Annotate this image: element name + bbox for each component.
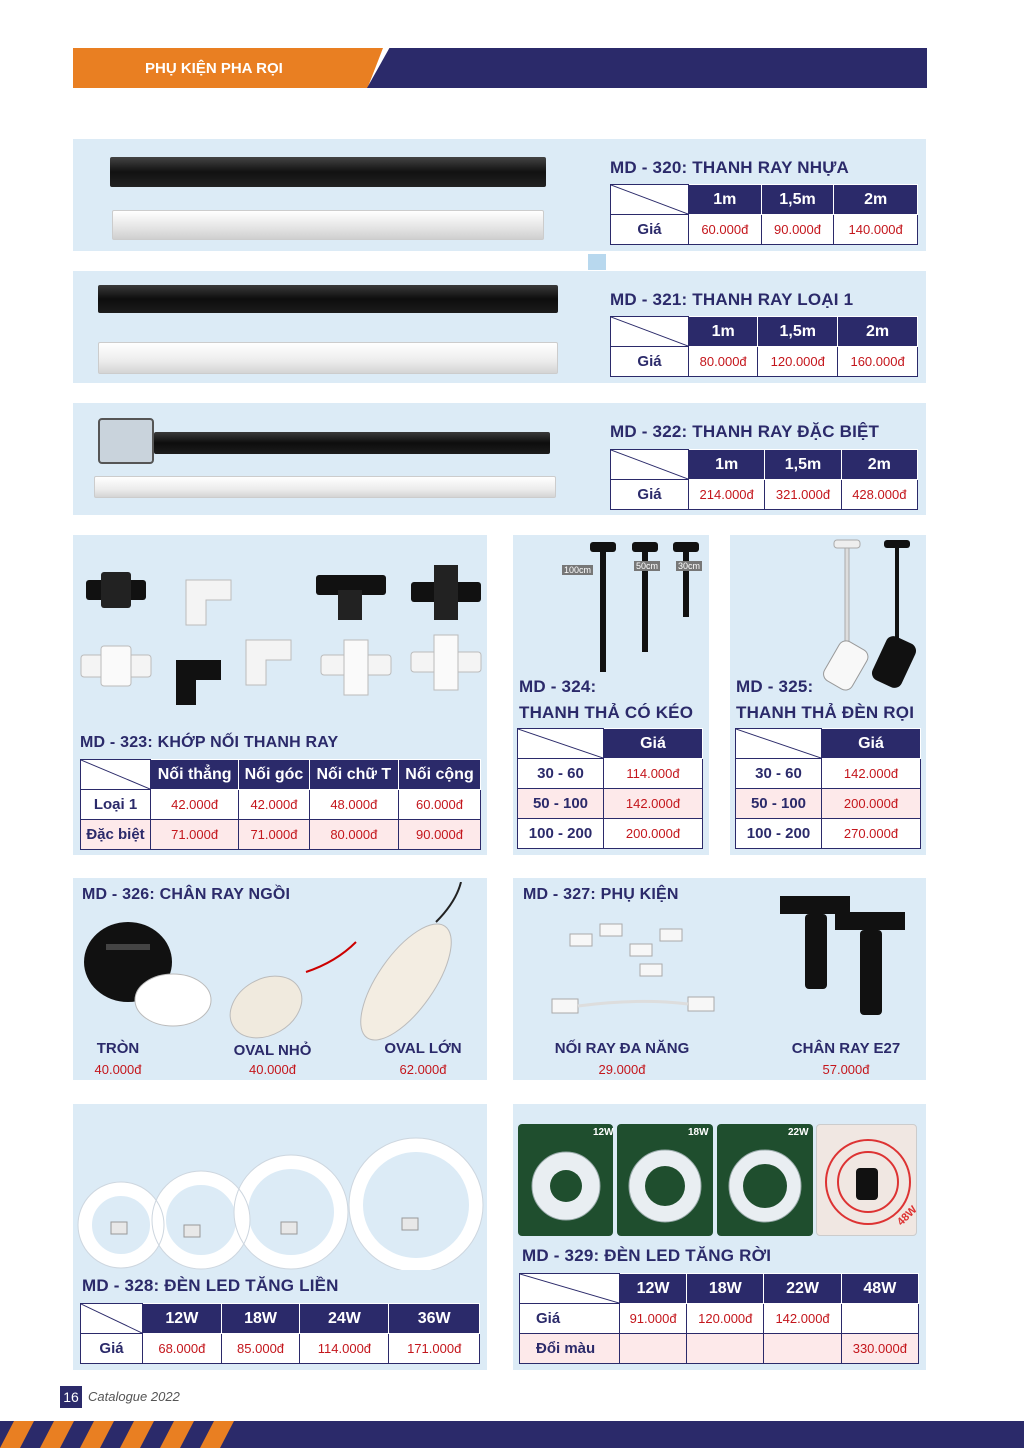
row-label: 100 - 200 bbox=[736, 819, 822, 849]
md-322-price-table bbox=[610, 449, 918, 510]
item-name: TRÒN bbox=[96, 1040, 140, 1057]
row-label: 30 - 60 bbox=[736, 759, 822, 789]
rod-length-label: 50cm bbox=[636, 561, 659, 571]
col-header: Nối thẳng bbox=[151, 760, 239, 790]
price-cell: 91.000đ bbox=[620, 1304, 687, 1334]
md-322-title: MD - 322: THANH RAY ĐẶC BIỆT bbox=[610, 422, 880, 441]
row-label: Giá bbox=[611, 347, 689, 377]
header-navy-bar bbox=[367, 48, 927, 88]
led-modules-image bbox=[518, 1124, 918, 1236]
price-cell: 428.000đ bbox=[841, 480, 917, 510]
black-track-rail-image bbox=[98, 285, 558, 313]
col-header: 12W bbox=[143, 1304, 222, 1334]
row-label: Giá bbox=[611, 480, 689, 510]
white-special-rail-image bbox=[94, 476, 556, 498]
black-corner-connector bbox=[176, 660, 221, 705]
price-cell: 142.000đ bbox=[822, 759, 921, 789]
col-header: 1m bbox=[689, 450, 765, 480]
price-cell: 330.000đ bbox=[841, 1334, 918, 1364]
price-cell: 160.000đ bbox=[838, 347, 918, 377]
rail-bases-image bbox=[76, 882, 484, 1042]
md-321-price-table bbox=[610, 316, 918, 377]
rod-length-label: 30cm bbox=[678, 561, 701, 571]
black-t-connector bbox=[316, 575, 386, 620]
row-label: Giá bbox=[81, 1334, 143, 1364]
price-cell: 85.000đ bbox=[221, 1334, 300, 1364]
md-320-title: MD - 320: THANH RAY NHỰA bbox=[610, 158, 849, 177]
row-label: 50 - 100 bbox=[518, 789, 604, 819]
md-329-title: MD - 329: ĐÈN LED TĂNG RỜI bbox=[522, 1246, 772, 1265]
col-header: 1m bbox=[689, 185, 762, 215]
black-plastic-rail-image bbox=[110, 157, 546, 187]
col-header: Nối cộng bbox=[399, 760, 481, 790]
white-corner-connector-2 bbox=[246, 640, 291, 685]
price-cell: 142.000đ bbox=[764, 1304, 841, 1334]
col-header: Nối góc bbox=[239, 760, 309, 790]
rail-connectors-image bbox=[76, 560, 484, 710]
price-cell: 321.000đ bbox=[765, 480, 841, 510]
md-328-price-table bbox=[80, 1303, 480, 1364]
item-name: OVAL NHỎ bbox=[233, 1042, 312, 1059]
md-324-title-line2: THANH THẢ CÓ KÉO bbox=[519, 703, 694, 722]
price-cell bbox=[841, 1304, 918, 1334]
item-price: 57.000đ bbox=[822, 1062, 870, 1077]
price-cell: 200.000đ bbox=[604, 819, 703, 849]
col-header: 18W bbox=[687, 1274, 764, 1304]
price-cell: 80.000đ bbox=[309, 820, 398, 850]
page-number: 16 bbox=[63, 1389, 79, 1405]
price-cell: 200.000đ bbox=[822, 789, 921, 819]
price-cell bbox=[764, 1334, 841, 1364]
price-cell: 120.000đ bbox=[687, 1304, 764, 1334]
md-321-title: MD - 321: THANH RAY LOẠI 1 bbox=[610, 290, 854, 309]
white-track-rail-image bbox=[98, 342, 558, 374]
price-cell: 71.000đ bbox=[239, 820, 309, 850]
price-cell: 60.000đ bbox=[689, 215, 762, 245]
md-324-price-table bbox=[517, 728, 703, 849]
price-cell: 80.000đ bbox=[689, 347, 758, 377]
white-corner-connector bbox=[186, 580, 231, 625]
price-cell: 120.000đ bbox=[758, 347, 838, 377]
price-cell: 114.000đ bbox=[604, 759, 703, 789]
price-cell: 68.000đ bbox=[143, 1334, 222, 1364]
col-header: 2m bbox=[834, 185, 918, 215]
white-straight-connector bbox=[81, 646, 151, 686]
md-326-title: MD - 326: CHÂN RAY NGỒI bbox=[82, 886, 291, 903]
col-header: Nối chữ T bbox=[309, 760, 398, 790]
md-325-title-line2: THANH THẢ ĐÈN RỌI bbox=[736, 703, 915, 722]
box-wattage-label: 48W bbox=[895, 1203, 920, 1229]
black-x-connector bbox=[411, 565, 481, 620]
md-320-price-table bbox=[610, 184, 918, 245]
md-323-price-table bbox=[80, 759, 481, 850]
box-wattage-label: 18W bbox=[688, 1127, 709, 1138]
col-header: 2m bbox=[841, 450, 917, 480]
md-327-title: MD - 327: PHỤ KIỆN bbox=[523, 886, 679, 903]
md-324-title-line1: MD - 324: bbox=[519, 677, 597, 696]
row-label: Giá bbox=[520, 1304, 620, 1334]
price-cell: 71.000đ bbox=[151, 820, 239, 850]
spotlight-pendants-image bbox=[810, 538, 920, 698]
item-name: NỐI RAY ĐA NĂNG bbox=[554, 1040, 690, 1057]
price-cell: 48.000đ bbox=[309, 790, 398, 820]
col-header: 1m bbox=[689, 317, 758, 347]
col-header: 1,5m bbox=[761, 185, 834, 215]
white-x-connector bbox=[411, 635, 481, 690]
price-cell bbox=[687, 1334, 764, 1364]
price-cell: 140.000đ bbox=[834, 215, 918, 245]
col-header: 24W bbox=[300, 1304, 389, 1334]
md-323-title: MD - 323: KHỚP NỐI THANH RAY bbox=[80, 734, 339, 751]
col-header: 2m bbox=[838, 317, 918, 347]
row-label: 100 - 200 bbox=[518, 819, 604, 849]
md-325-title-line1: MD - 325: bbox=[736, 677, 814, 696]
price-cell: 214.000đ bbox=[689, 480, 765, 510]
row-label: Loại 1 bbox=[81, 790, 151, 820]
item-name: CHÂN RAY E27 bbox=[791, 1040, 901, 1057]
col-header: Giá bbox=[604, 729, 703, 759]
black-straight-connector bbox=[86, 572, 146, 608]
item-price: 29.000đ bbox=[598, 1062, 646, 1077]
row-label: 50 - 100 bbox=[736, 789, 822, 819]
price-cell: 142.000đ bbox=[604, 789, 703, 819]
row-label: Đổi màu bbox=[520, 1334, 620, 1364]
col-header: 22W bbox=[764, 1274, 841, 1304]
white-t-connector bbox=[321, 640, 391, 695]
md-329-price-table bbox=[519, 1273, 919, 1364]
black-special-rail-image bbox=[154, 432, 550, 454]
rod-length-label: 100cm bbox=[564, 565, 592, 575]
row-label: 30 - 60 bbox=[518, 759, 604, 789]
col-header: 1,5m bbox=[758, 317, 838, 347]
price-cell: 90.000đ bbox=[761, 215, 834, 245]
col-header: Giá bbox=[822, 729, 921, 759]
box-wattage-label: 22W bbox=[788, 1127, 809, 1138]
col-header: 48W bbox=[841, 1274, 918, 1304]
row-label: Đặc biệt bbox=[81, 820, 151, 850]
col-header: 36W bbox=[389, 1304, 480, 1334]
rail-connector-image bbox=[98, 418, 154, 464]
md-328-title: MD - 328: ĐÈN LED TĂNG LIỀN bbox=[82, 1276, 339, 1295]
page-section-title: PHỤ KIỆN PHA RỌI bbox=[145, 60, 283, 77]
item-price: 40.000đ bbox=[94, 1062, 142, 1077]
price-cell: 42.000đ bbox=[239, 790, 309, 820]
price-cell: 270.000đ bbox=[822, 819, 921, 849]
catalogue-label: Catalogue 2022 bbox=[88, 1389, 180, 1404]
row-label: Giá bbox=[611, 215, 689, 245]
col-header: 12W bbox=[620, 1274, 687, 1304]
price-cell: 171.000đ bbox=[389, 1334, 480, 1364]
md-325-price-table bbox=[735, 728, 921, 849]
item-price: 62.000đ bbox=[399, 1062, 447, 1077]
led-ring-modules-image bbox=[76, 1130, 484, 1270]
price-cell: 60.000đ bbox=[399, 790, 481, 820]
accessories-image bbox=[540, 884, 920, 1034]
pendant-rods-image bbox=[560, 538, 710, 678]
decor-square bbox=[588, 254, 606, 270]
footer-stripes bbox=[0, 1421, 270, 1448]
white-plastic-rail-image bbox=[112, 210, 544, 240]
price-cell bbox=[620, 1334, 687, 1364]
col-header: 1,5m bbox=[765, 450, 841, 480]
item-price: 40.000đ bbox=[249, 1062, 296, 1077]
item-name: OVAL LỚN bbox=[384, 1040, 462, 1057]
box-wattage-label: 12W bbox=[593, 1127, 614, 1138]
price-cell: 90.000đ bbox=[399, 820, 481, 850]
price-cell: 114.000đ bbox=[300, 1334, 389, 1364]
col-header: 18W bbox=[221, 1304, 300, 1334]
price-cell: 42.000đ bbox=[151, 790, 239, 820]
